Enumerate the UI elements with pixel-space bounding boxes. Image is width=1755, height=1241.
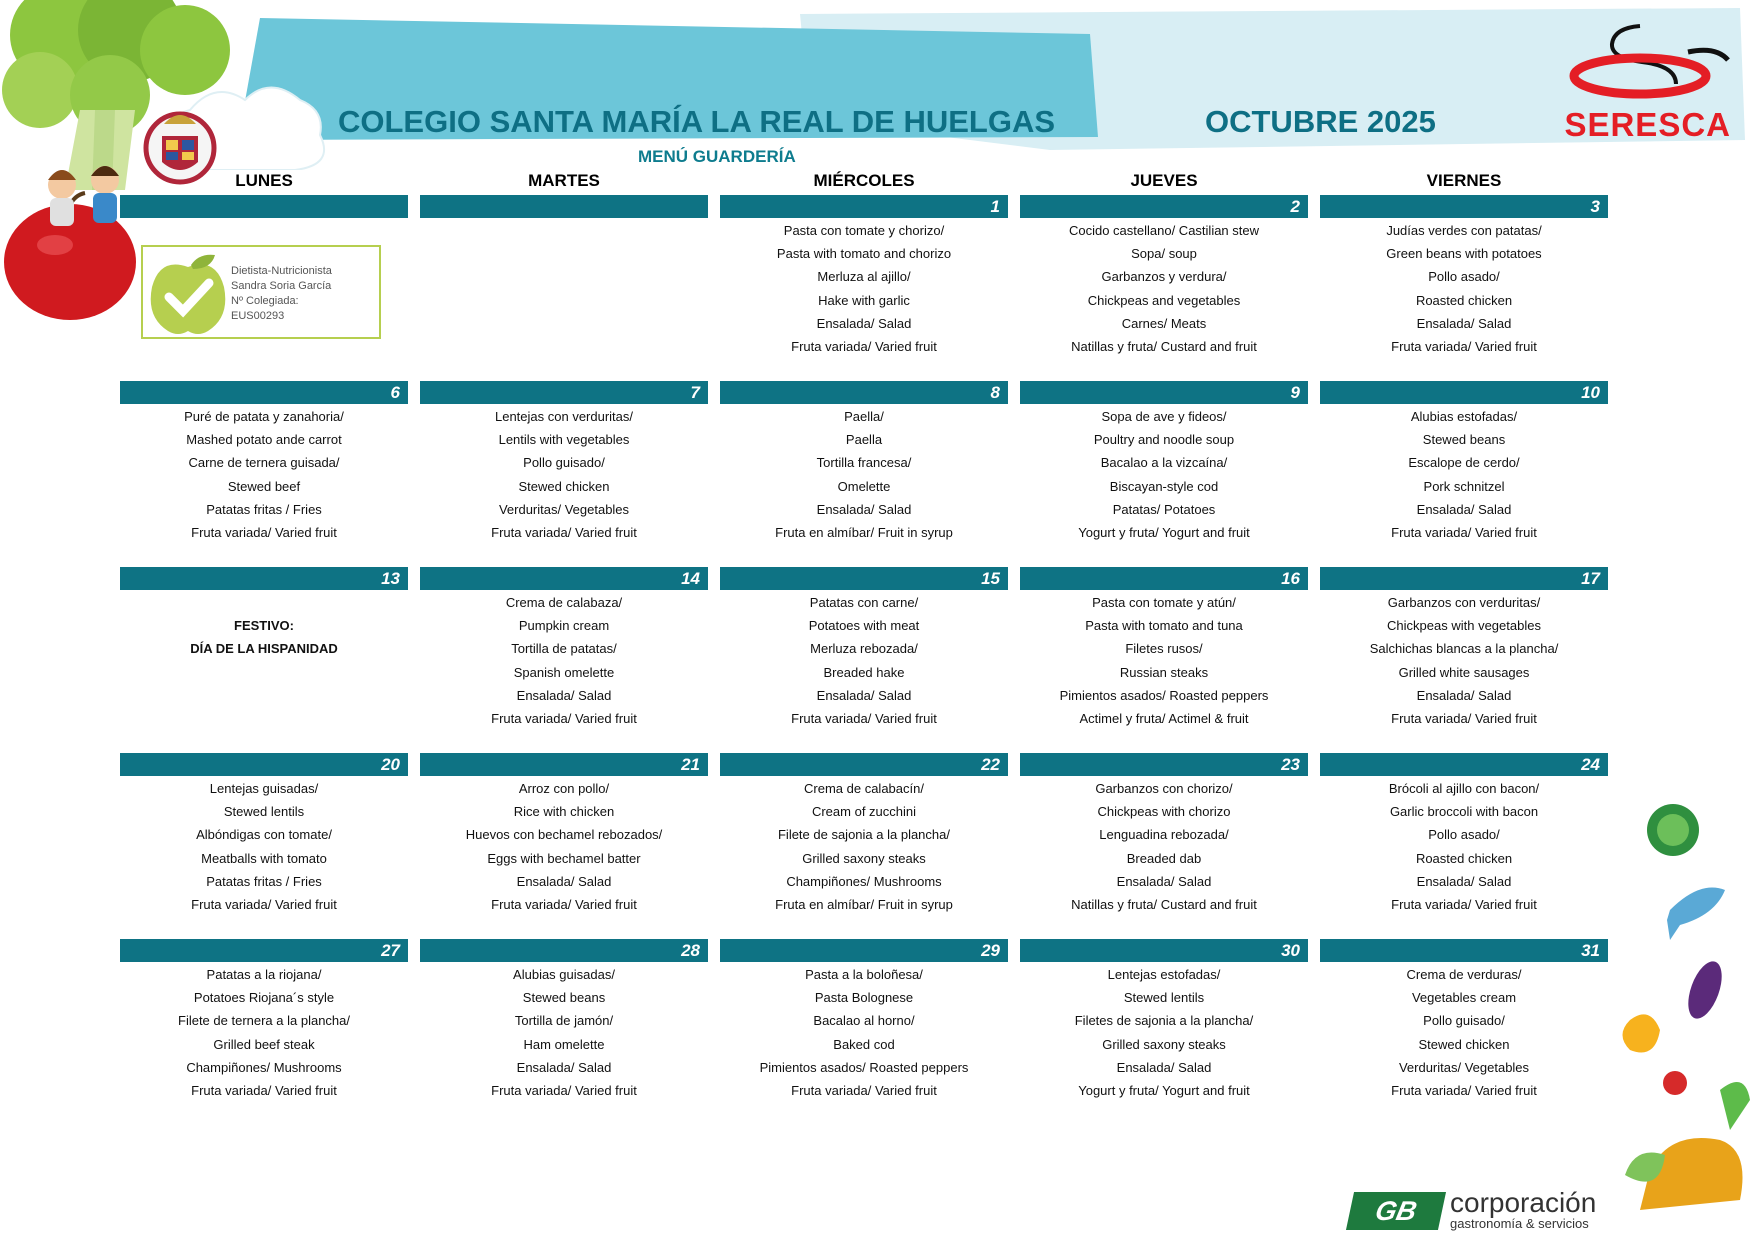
menu-item: Fruta variada/ Varied fruit — [191, 525, 337, 541]
menu-item: Paella — [845, 432, 883, 448]
menu-item: Crema de calabaza/ — [505, 595, 623, 610]
menu-item: Ensalada/ Salad — [1416, 501, 1512, 517]
menu-item: Fruta variada/ Varied fruit — [191, 1083, 337, 1099]
menu-item: Poultry and noodle soup — [1093, 432, 1235, 448]
seresca-logo-text: SERESCA — [1564, 106, 1731, 143]
menu-item: Pasta con tomate y atún/ — [1092, 595, 1236, 610]
menu-item: Stewed beans — [522, 990, 606, 1006]
menu-item: FESTIVO: — [234, 618, 294, 633]
menu-item: Potatoes with meat — [808, 618, 920, 634]
seresca-logo-mark — [1548, 22, 1733, 114]
gb-corporacion-logo — [1350, 1187, 1597, 1231]
menu-item: Garbanzos con chorizo/ — [1095, 781, 1233, 796]
date-bar: 7 — [420, 381, 708, 404]
menu-item: Ensalada/ Salad — [516, 1059, 612, 1075]
date-bar: 10 — [1320, 381, 1608, 404]
menu-item: Russian steaks — [1119, 664, 1209, 680]
date-bar: 2 — [1020, 195, 1308, 218]
menu-item: Merluza al ajillo/ — [817, 269, 911, 285]
menu-cell — [720, 405, 1008, 544]
menu-item: Patatas/ Potatoes — [1112, 501, 1216, 517]
day-header-lunes: LUNES — [235, 171, 293, 190]
date-bar — [120, 195, 408, 218]
menu-item: Huevos con bechamel rebozados/ — [465, 827, 663, 843]
header-banner — [0, 0, 1755, 170]
menu-cell — [420, 405, 708, 544]
menu-cell — [420, 777, 708, 916]
menu-item: Cream of zucchini — [811, 804, 917, 820]
menu-item: Breaded hake — [823, 664, 905, 680]
menu-item: Ensalada/ Salad — [1416, 315, 1512, 331]
menu-item: Patatas fritas / Fries — [206, 501, 322, 517]
menu-item: Tortilla de patatas/ — [511, 641, 617, 657]
nutritionist-name: Sandra Soria García — [231, 280, 332, 292]
menu-item: Pork schnitzel — [1423, 478, 1505, 494]
menu-cell — [1320, 405, 1608, 544]
school-crest-icon — [142, 104, 218, 188]
date-bar: 31 — [1320, 939, 1608, 962]
menu-item: Stewed chicken — [518, 478, 610, 494]
date-bar: 8 — [720, 381, 1008, 404]
menu-item: Yogurt y fruta/ Yogurt and fruit — [1078, 525, 1250, 541]
menu-item: Filetes rusos/ — [1125, 641, 1203, 657]
nutritionist-stamp — [141, 245, 381, 339]
date-bar: 22 — [720, 753, 1008, 776]
menu-item: Patatas fritas / Fries — [206, 873, 322, 889]
menu-item: Merluza rebozada/ — [810, 641, 918, 657]
menu-item: Cocido castellano/ Castilian stew — [1068, 223, 1260, 238]
menu-cell — [420, 963, 708, 1102]
menu-item: Paella/ — [844, 409, 884, 424]
date-bar: 23 — [1020, 753, 1308, 776]
menu-item: Salchichas blancas a la plancha/ — [1369, 641, 1559, 657]
menu-cell — [1320, 219, 1608, 358]
day-header-miercoles: MIÉRCOLES — [813, 171, 915, 190]
menu-item: Ensalada/ Salad — [816, 687, 912, 703]
menu-item: Fruta variada/ Varied fruit — [1391, 1083, 1537, 1099]
date-bar: 29 — [720, 939, 1008, 962]
menu-item: Fruta variada/ Varied fruit — [1391, 525, 1537, 541]
menu-item: Chickpeas and vegetables — [1087, 292, 1241, 308]
date-bar: 27 — [120, 939, 408, 962]
menu-item: Stewed beef — [227, 478, 301, 494]
menu-cell — [720, 777, 1008, 916]
menu-item: Biscayan-style cod — [1109, 478, 1219, 494]
menu-item: Stewed beans — [1422, 432, 1506, 448]
menu-item: Pollo guisado/ — [523, 455, 605, 471]
menu-item: Lentejas con verduritas/ — [494, 409, 634, 424]
date-bar: 24 — [1320, 753, 1608, 776]
menu-item: Grilled beef steak — [213, 1036, 315, 1052]
menu-item: Tortilla de jamón/ — [514, 1013, 614, 1029]
menu-item: Patatas con carne/ — [809, 595, 919, 610]
date-bar: 16 — [1020, 567, 1308, 590]
menu-item: Pollo guisado/ — [1423, 1013, 1505, 1029]
menu-item: Filetes de sajonia a la plancha/ — [1074, 1013, 1254, 1029]
menu-item: Fruta variada/ Varied fruit — [191, 897, 337, 913]
menu-item: Vegetables cream — [1411, 990, 1517, 1006]
menu-item: Brócoli al ajillo con bacon/ — [1388, 781, 1540, 796]
menu-item: Alubias estofadas/ — [1410, 409, 1518, 424]
date-bar: 28 — [420, 939, 708, 962]
menu-item: Patatas a la riojana/ — [206, 967, 322, 982]
nutritionist-title: Dietista-Nutricionista — [231, 265, 332, 277]
menu-cell — [1320, 591, 1608, 730]
date-bar: 3 — [1320, 195, 1608, 218]
company-name: corporación — [1450, 1187, 1597, 1218]
menu-item: Tortilla francesa/ — [816, 455, 912, 471]
menu-item: Actimel y fruta/ Actimel & fruit — [1079, 711, 1249, 727]
menu-item: Roasted chicken — [1415, 850, 1513, 866]
menu-item: Filete de ternera a la plancha/ — [178, 1013, 350, 1029]
vegetables-illustration — [1590, 790, 1755, 1240]
menu-item: Pollo asado/ — [1428, 269, 1500, 285]
date-bar: 20 — [120, 753, 408, 776]
menu-item: Breaded dab — [1126, 850, 1202, 866]
menu-item: Verduritas/ Vegetables — [1398, 1059, 1530, 1075]
menu-item: Pasta with tomato and tuna — [1085, 618, 1243, 634]
menu-item: Pimientos asados/ Roasted peppers — [1059, 687, 1269, 703]
menu-item: Pumpkin cream — [518, 618, 610, 634]
menu-cell — [720, 219, 1008, 358]
menu-item: Crema de calabacín/ — [804, 781, 924, 796]
school-title: COLEGIO SANTA MARÍA LA REAL DE HUELGAS — [338, 104, 1056, 139]
menu-item: Fruta variada/ Varied fruit — [1391, 339, 1537, 355]
menu-cell — [1020, 963, 1308, 1102]
apple-check-icon — [147, 251, 229, 335]
menu-cell — [1320, 777, 1608, 916]
menu-item: Baked cod — [833, 1036, 895, 1052]
holiday-cell — [120, 614, 408, 660]
menu-item: Pasta con tomate y chorizo/ — [783, 223, 945, 238]
menu-item: Green beans with potatoes — [1386, 246, 1542, 262]
menu-item: Grilled saxony steaks — [1102, 1036, 1226, 1052]
menu-item: Crema de verduras/ — [1406, 967, 1522, 982]
menu-item: Fruta variada/ Varied fruit — [791, 711, 937, 727]
day-header-viernes: VIERNES — [1426, 171, 1502, 190]
menu-item: Fruta en almíbar/ Fruit in syrup — [775, 525, 953, 541]
menu-item: Omelette — [837, 478, 891, 494]
menu-item: Verduritas/ Vegetables — [498, 501, 630, 517]
date-bar: 13 — [120, 567, 408, 590]
menu-item: Ensalada/ Salad — [816, 501, 912, 517]
menu-item: Garbanzos con verduritas/ — [1387, 595, 1541, 610]
menu-item: Ham omelette — [523, 1036, 605, 1052]
menu-cell — [1020, 591, 1308, 730]
menu-item: Fruta variada/ Varied fruit — [491, 1083, 637, 1099]
menu-item: Fruta variada/ Varied fruit — [791, 339, 937, 355]
nutritionist-reg-number: EUS00293 — [231, 310, 285, 322]
menu-item: Ensalada/ Salad — [1416, 873, 1512, 889]
menu-subtitle: MENÚ GUARDERÍA — [638, 147, 796, 166]
menu-item: Meatballs with tomato — [201, 850, 327, 866]
menu-item: Pasta a la boloñesa/ — [805, 967, 923, 982]
menu-item: Fruta variada/ Varied fruit — [1391, 897, 1537, 913]
menu-item: Spanish omelette — [513, 664, 615, 680]
menu-item: Ensalada/ Salad — [1116, 1059, 1212, 1075]
menu-item: Stewed lentils — [1123, 990, 1205, 1006]
date-bar: 14 — [420, 567, 708, 590]
menu-item: Yogurt y fruta/ Yogurt and fruit — [1078, 1083, 1250, 1099]
menu-item: Natillas y fruta/ Custard and fruit — [1071, 339, 1257, 355]
date-bar: 17 — [1320, 567, 1608, 590]
day-header-martes: MARTES — [528, 171, 600, 190]
menu-cell — [120, 405, 408, 544]
menu-item: DÍA DE LA HISPANIDAD — [190, 641, 338, 657]
gb-logo-mark: GB — [1346, 1192, 1446, 1230]
menu-item: Bacalao a la vizcaína/ — [1100, 455, 1228, 471]
menu-item: Pasta with tomato and chorizo — [776, 246, 952, 262]
date-bar: 9 — [1020, 381, 1308, 404]
menu-cell — [120, 963, 408, 1102]
date-bar: 6 — [120, 381, 408, 404]
month-title: OCTUBRE 2025 — [1205, 104, 1436, 139]
menu-item: Champiñones/ Mushrooms — [186, 1059, 342, 1075]
menu-item: Chickpeas with chorizo — [1097, 804, 1231, 820]
menu-item: Fruta variada/ Varied fruit — [791, 1083, 937, 1099]
menu-item: Grilled white sausages — [1398, 664, 1530, 680]
menu-item: Potatoes Riojana´s style — [193, 990, 335, 1006]
menu-item: Arroz con pollo/ — [518, 781, 610, 796]
menu-item: Champiñones/ Mushrooms — [786, 873, 942, 889]
menu-item: Pollo asado/ — [1428, 827, 1500, 843]
menu-cell — [420, 591, 708, 730]
company-tagline: gastronomía & servicios — [1450, 1216, 1589, 1231]
menu-item: Rice with chicken — [513, 804, 615, 820]
menu-item: Grilled saxony steaks — [802, 850, 926, 866]
date-bar: 1 — [720, 195, 1008, 218]
menu-item: Lenguadina rebozada/ — [1099, 827, 1229, 843]
menu-cell — [1320, 963, 1608, 1102]
menu-item: Judías verdes con patatas/ — [1386, 223, 1542, 238]
date-bar: 30 — [1020, 939, 1308, 962]
menu-item: Carne de ternera guisada/ — [188, 455, 340, 471]
menu-item: Fruta variada/ Varied fruit — [491, 897, 637, 913]
menu-item: Alubias guisadas/ — [513, 967, 615, 982]
menu-item: Sopa/ soup — [1131, 246, 1197, 262]
menu-item: Puré de patata y zanahoria/ — [184, 409, 344, 424]
nutritionist-info — [231, 264, 332, 324]
menu-item: Ensalada/ Salad — [816, 315, 912, 331]
nutritionist-reg-label: Nº Colegiada: — [231, 295, 299, 307]
menu-item: Chickpeas with vegetables — [1387, 618, 1541, 634]
menu-item: Lentils with vegetables — [498, 432, 630, 448]
menu-item: Fruta en almíbar/ Fruit in syrup — [775, 897, 953, 913]
menu-cell — [1020, 777, 1308, 916]
menu-item: Fruta variada/ Varied fruit — [1391, 711, 1537, 727]
menu-item: Lentejas estofadas/ — [1107, 967, 1221, 982]
date-bar: 15 — [720, 567, 1008, 590]
menu-item: Ensalada/ Salad — [1116, 873, 1212, 889]
menu-cell — [720, 963, 1008, 1102]
menu-item: Ensalada/ Salad — [1416, 687, 1512, 703]
menu-item: Escalope de cerdo/ — [1408, 455, 1520, 471]
menu-item: Eggs with bechamel batter — [487, 850, 641, 866]
menu-item: Carnes/ Meats — [1121, 315, 1207, 331]
menu-item: Lentejas guisadas/ — [209, 781, 319, 796]
menu-cell — [1020, 405, 1308, 544]
menu-item: Bacalao al horno/ — [813, 1013, 915, 1029]
menu-item: Fruta variada/ Varied fruit — [491, 711, 637, 727]
menu-item: Natillas y fruta/ Custard and fruit — [1071, 897, 1257, 913]
menu-item: Albóndigas con tomate/ — [196, 827, 332, 843]
menu-item: Mashed potato ande carrot — [186, 432, 342, 448]
menu-item: Ensalada/ Salad — [516, 687, 612, 703]
menu-cell — [1020, 219, 1308, 358]
menu-item: Garlic broccoli with bacon — [1389, 804, 1539, 820]
menu-item: Pasta Bolognese — [814, 990, 914, 1006]
menu-item: Garbanzos y verdura/ — [1101, 269, 1227, 285]
menu-item: Hake with garlic — [818, 292, 910, 308]
menu-cell — [720, 591, 1008, 730]
menu-item: Fruta variada/ Varied fruit — [491, 525, 637, 541]
menu-item: Ensalada/ Salad — [516, 873, 612, 889]
menu-item: Stewed lentils — [223, 804, 305, 820]
menu-item: Filete de sajonia a la plancha/ — [777, 827, 950, 843]
day-header-jueves: JUEVES — [1130, 171, 1198, 190]
date-bar: 21 — [420, 753, 708, 776]
date-bar — [420, 195, 708, 218]
menu-item: Sopa de ave y fideos/ — [1101, 409, 1227, 424]
menu-item: Pimientos asados/ Roasted peppers — [759, 1059, 969, 1075]
menu-item: Roasted chicken — [1415, 292, 1513, 308]
menu-cell — [120, 777, 408, 916]
menu-item: Stewed chicken — [1418, 1036, 1510, 1052]
